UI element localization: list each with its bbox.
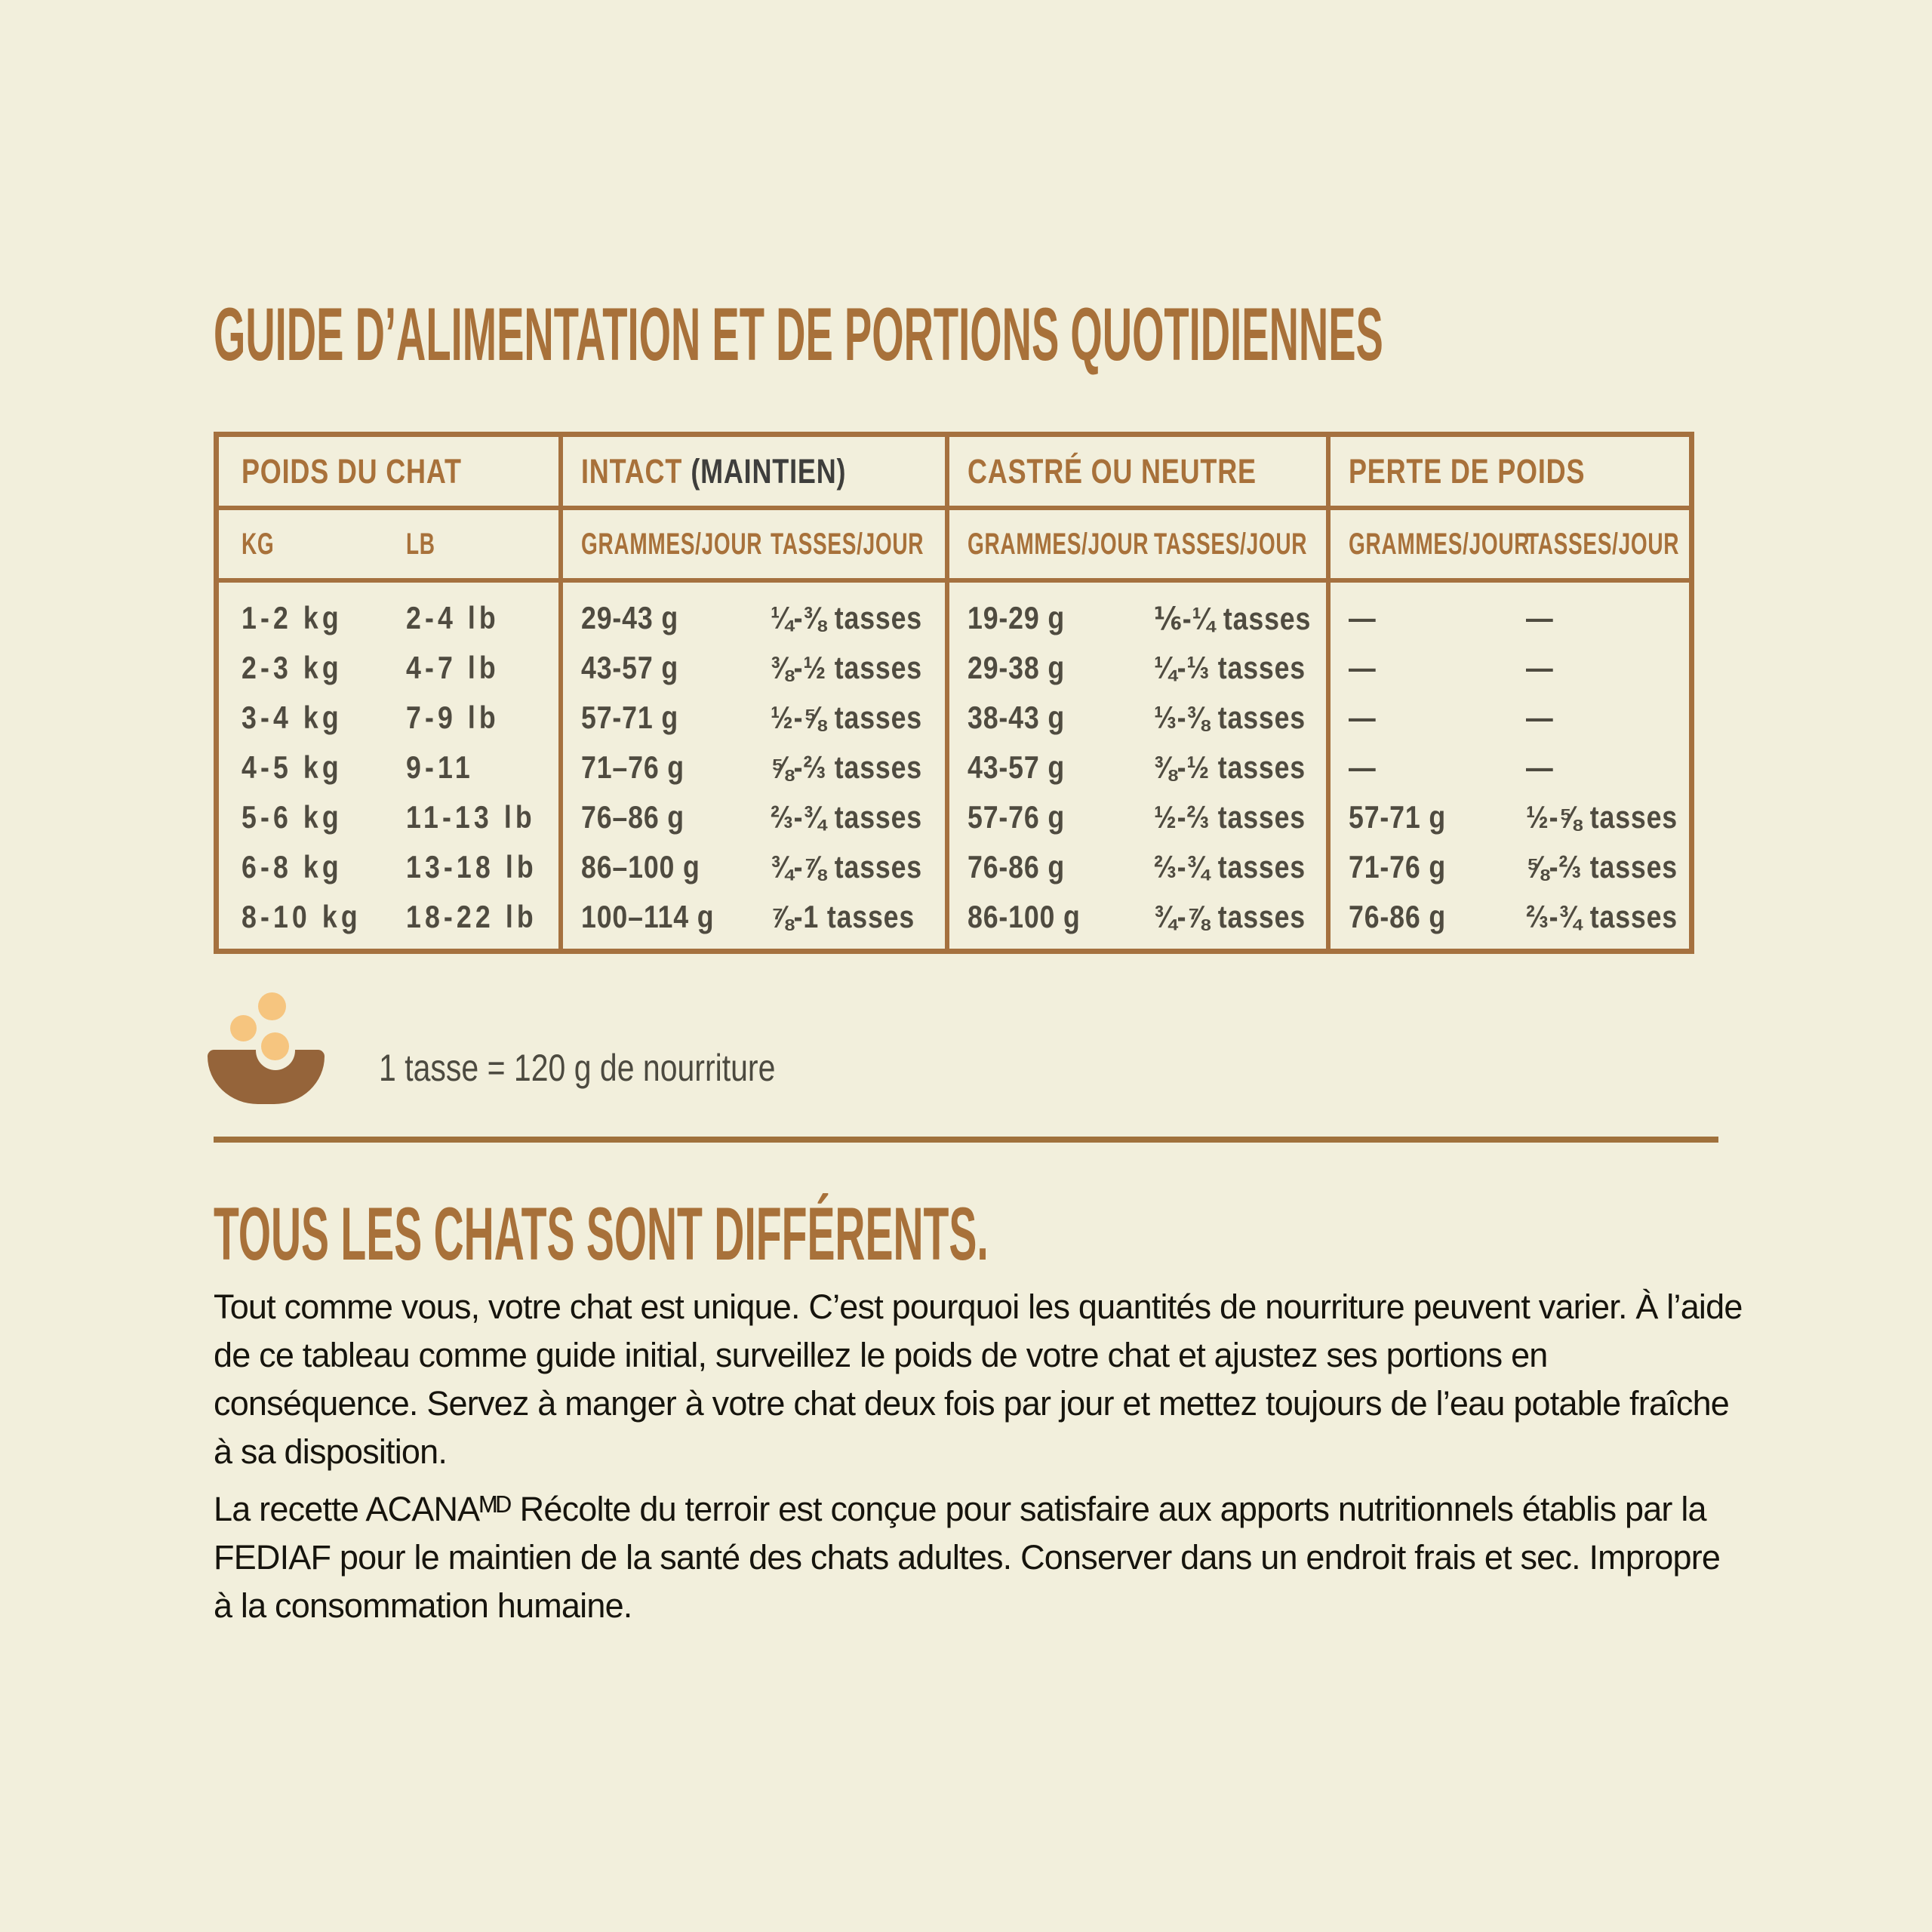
cell-weight — [219, 593, 558, 643]
value-grammes: 57-76 g — [968, 799, 1065, 835]
cell-intact — [558, 693, 945, 743]
cell-intact — [558, 792, 945, 842]
column-header-perte-de-poids — [1326, 437, 1689, 506]
value-lb: 13-18 lb — [406, 849, 538, 884]
value-lb: 11-13 lb — [406, 799, 537, 835]
column-divider — [945, 437, 949, 949]
cell-castre — [945, 842, 1326, 892]
column-header-label: POIDS DU CHAT — [242, 451, 462, 491]
column-header-intact — [558, 437, 945, 506]
subheader-weight-units — [219, 510, 558, 578]
cell-perte — [1326, 693, 1689, 743]
table-row — [219, 792, 1689, 842]
value-grammes: — — [1349, 600, 1377, 635]
page-title-text: GUIDE D’ALIMENTATION ET DE PORTIONS QUOTIDIENNES — [214, 292, 1383, 376]
subheader-tasses-jour: TASSES/JOUR — [1154, 527, 1308, 561]
value-grammes: 71-76 g — [1349, 849, 1446, 884]
value-grammes: 19-29 g — [968, 600, 1065, 635]
value-kg: 5-6 kg — [242, 799, 343, 835]
page-title — [214, 292, 1932, 376]
value-tasses: ⅞-1 tasses — [770, 899, 915, 934]
cell-castre — [945, 693, 1326, 743]
table-row — [219, 892, 1689, 942]
value-kg: 8-10 kg — [242, 899, 361, 934]
value-kg: 1-2 kg — [242, 600, 343, 635]
value-tasses: ⅝-⅔ tasses — [770, 749, 922, 785]
subheader-divider — [219, 578, 1689, 583]
cell-weight — [219, 693, 558, 743]
column-header-castre-ou-neutre — [945, 437, 1326, 506]
value-tasses: ⅔-¾ tasses — [770, 799, 922, 835]
value-grammes: 100–114 g — [581, 899, 715, 934]
value-grammes: 71–76 g — [581, 749, 685, 785]
value-lb: 2-4 lb — [406, 600, 500, 635]
value-lb: 4-7 lb — [406, 650, 500, 685]
value-tasses: ½-⅔ tasses — [1154, 799, 1306, 835]
section-heading — [214, 1192, 1597, 1275]
value-tasses: ½-⅝ tasses — [1525, 799, 1678, 835]
feeding-table — [214, 432, 1694, 954]
value-tasses: — — [1525, 749, 1554, 785]
cell-castre — [945, 892, 1326, 942]
column-header-label: INTACT — [581, 451, 683, 491]
column-header-poids-du-chat — [219, 437, 558, 506]
value-grammes: 86-100 g — [968, 899, 1081, 934]
column-header-label: PERTE DE POIDS — [1349, 451, 1586, 491]
value-grammes: 76-86 g — [1349, 899, 1446, 934]
column-header-paren: (MAINTIEN) — [691, 451, 847, 491]
cell-castre — [945, 743, 1326, 792]
value-grammes: 29-43 g — [581, 600, 678, 635]
value-tasses: ⅝-⅔ tasses — [1525, 849, 1678, 884]
cell-intact — [558, 842, 945, 892]
cell-weight — [219, 643, 558, 693]
value-grammes: 76–86 g — [581, 799, 685, 835]
kibble-icon — [261, 1032, 289, 1060]
value-tasses: ½-⅝ tasses — [770, 700, 922, 735]
table-row — [219, 743, 1689, 792]
value-tasses: ¼-⅜ tasses — [770, 600, 922, 635]
cell-weight — [219, 892, 558, 942]
value-grammes: 29-38 g — [968, 650, 1065, 685]
header-divider — [219, 506, 1689, 510]
cell-perte — [1326, 892, 1689, 942]
cell-intact — [558, 892, 945, 942]
table-row — [219, 693, 1689, 743]
value-tasses: ⅔-¾ tasses — [1525, 899, 1678, 934]
value-tasses: ⅜-½ tasses — [1154, 749, 1306, 785]
cell-intact — [558, 743, 945, 792]
column-divider — [558, 437, 563, 949]
kibble-icon — [258, 992, 286, 1020]
value-kg: 2-3 kg — [242, 650, 343, 685]
table-row — [219, 593, 1689, 643]
value-tasses: — — [1525, 650, 1554, 685]
value-tasses: — — [1525, 700, 1554, 735]
cell-perte — [1326, 842, 1689, 892]
cell-perte — [1326, 743, 1689, 792]
info-paragraph-2: La recette ACANAᴹᴰ Récolte du terroir est conçue pour satisfaire aux apports nutritionnels établis par la FEDIAF pour le maintien de la santé des chats adultes. Conserver dans un endroit frais et sec. Impropre à la consommation humaine. — [214, 1490, 1721, 1625]
cell-intact — [558, 593, 945, 643]
value-tasses: ⅔-¾ tasses — [1154, 849, 1306, 884]
info-paragraph-1: Tout comme vous, votre chat est unique. C’est pourquoi les quantités de nourriture peuvent varier. À l’aide de ce tableau comme guide initial, surveillez le poids de votre chat et ajustez ses portions en conséquence. Servez à manger à votre chat deux fois par jour et mettez toujours de l’eau potable fraîche à sa disposition. — [214, 1287, 1743, 1471]
table-header-row — [219, 437, 1689, 506]
subheader-perte-units — [1326, 510, 1689, 578]
subheader-grammes-jour: GRAMMES/JOUR — [968, 527, 1149, 561]
cup-equivalence-text: 1 tasse = 120 g de nourriture — [379, 1047, 776, 1089]
cell-castre — [945, 593, 1326, 643]
subheader-tasses-jour: TASSES/JOUR — [1525, 527, 1679, 561]
value-lb: 7-9 lb — [406, 700, 500, 735]
cell-weight — [219, 792, 558, 842]
section-divider-rule — [214, 1137, 1718, 1143]
table-row — [219, 643, 1689, 693]
value-grammes: 76-86 g — [968, 849, 1065, 884]
cell-intact — [558, 643, 945, 693]
subheader-grammes-jour: GRAMMES/JOUR — [1349, 527, 1531, 561]
subheader-lb: LB — [406, 527, 436, 561]
value-grammes: 57-71 g — [581, 700, 678, 735]
kibble-icon — [230, 1015, 257, 1041]
value-tasses: ⅜-½ tasses — [770, 650, 922, 685]
value-tasses: ⅓-⅜ tasses — [1154, 700, 1306, 735]
subheader-intact-units — [558, 510, 945, 578]
subheader-grammes-jour: GRAMMES/JOUR — [581, 527, 763, 561]
value-grammes: 86–100 g — [581, 849, 700, 884]
cell-perte — [1326, 643, 1689, 693]
table-body — [219, 583, 1689, 949]
value-tasses: ¾-⅞ tasses — [770, 849, 922, 884]
cell-castre — [945, 792, 1326, 842]
subheader-kg: KG — [242, 527, 275, 561]
cell-weight — [219, 743, 558, 792]
value-grammes: 43-57 g — [581, 650, 678, 685]
food-bowl-icon — [208, 991, 336, 1108]
value-tasses: ¾-⅞ tasses — [1154, 899, 1306, 934]
value-grammes: — — [1349, 700, 1377, 735]
subheader-castre-units — [945, 510, 1326, 578]
cell-castre — [945, 643, 1326, 693]
column-header-label: CASTRÉ OU NEUTRE — [968, 451, 1257, 491]
value-tasses: ¼-⅓ tasses — [1154, 650, 1306, 685]
section-heading-text: TOUS LES CHATS SONT DIFFÉRENTS. — [214, 1192, 989, 1275]
value-grammes: 43-57 g — [968, 749, 1065, 785]
value-tasses: — — [1525, 600, 1554, 635]
column-divider — [1326, 437, 1331, 949]
value-grammes: — — [1349, 650, 1377, 685]
value-kg: 3-4 kg — [242, 700, 343, 735]
value-grammes: 57-71 g — [1349, 799, 1446, 835]
value-grammes: 38-43 g — [968, 700, 1065, 735]
value-lb: 18-22 lb — [406, 899, 538, 934]
cup-equivalence-note — [379, 1046, 863, 1090]
table-row — [219, 842, 1689, 892]
value-kg: 6-8 kg — [242, 849, 343, 884]
value-grammes: — — [1349, 749, 1377, 785]
value-tasses: ⅙-¼ tasses — [1154, 600, 1312, 636]
table-subheader-row — [219, 510, 1689, 578]
cell-perte — [1326, 593, 1689, 643]
cell-perte — [1326, 792, 1689, 842]
value-kg: 4-5 kg — [242, 749, 343, 785]
value-lb: 9-11 — [406, 749, 475, 785]
subheader-tasses-jour: TASSES/JOUR — [770, 527, 924, 561]
cell-weight — [219, 842, 558, 892]
